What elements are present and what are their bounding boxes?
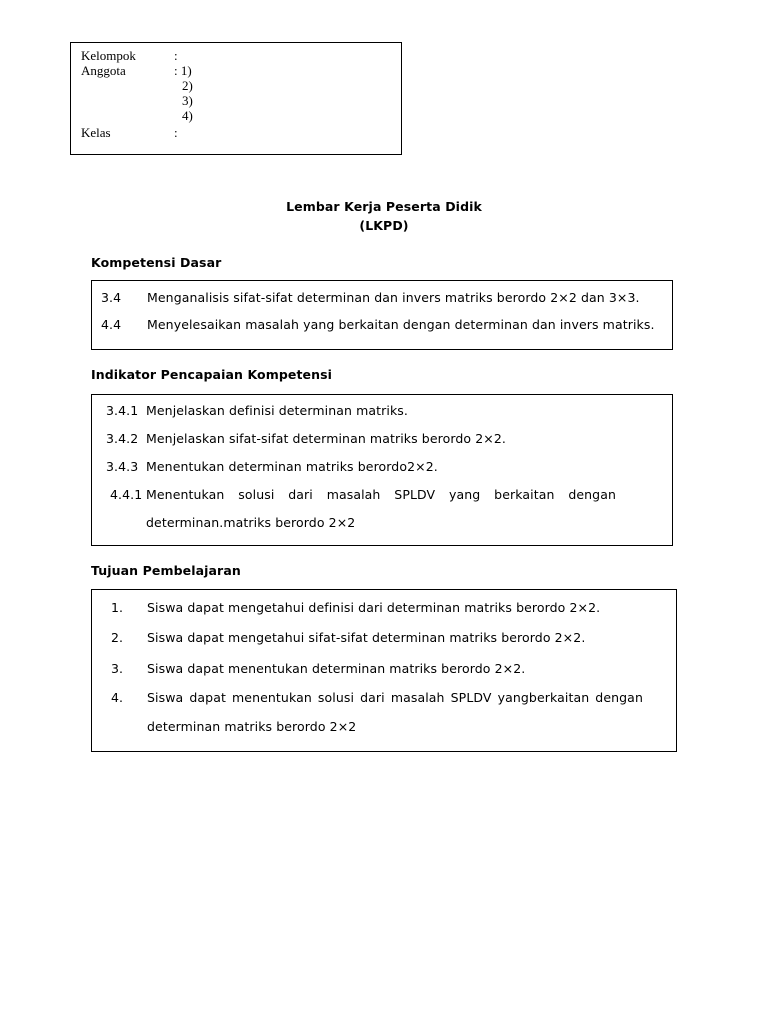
word: solusi <box>238 487 275 502</box>
anggota-item-4: 4) <box>182 108 193 123</box>
word: dengan <box>568 487 616 502</box>
tujuan-heading: Tujuan Pembelajaran <box>91 563 241 578</box>
kd-heading: Kompetensi Dasar <box>91 255 222 270</box>
word: menentukan <box>232 690 312 705</box>
page-title: Lembar Kerja Peserta Didik <box>286 199 482 214</box>
sep-kelas: : <box>174 125 178 140</box>
page-subtitle: (LKPD) <box>359 218 409 233</box>
tujuan-num: 2. <box>111 630 124 645</box>
label-anggota: Anggota <box>81 63 126 78</box>
anggota-item-3: 3) <box>182 93 193 108</box>
label-kelas: Kelas <box>81 125 111 140</box>
ipk-num: 3.4.1 <box>106 403 139 418</box>
ipk-num: 3.4.2 <box>106 431 139 446</box>
word: yang <box>449 487 481 502</box>
word: dari <box>288 487 313 502</box>
word: yangberkaitan <box>497 690 590 705</box>
ipk-text-cont: determinan.matriks berordo 2×2 <box>146 515 356 530</box>
kd-num: 3.4 <box>101 290 122 305</box>
ipk-num: 3.4.3 <box>106 459 139 474</box>
sep-anggota: : 1) <box>174 63 192 78</box>
ipk-text-justified <box>146 487 616 502</box>
tujuan-num: 3. <box>111 661 124 676</box>
ipk-heading: Indikator Pencapaian Kompetensi <box>91 367 333 382</box>
tujuan-num: 1. <box>111 600 124 615</box>
word: dengan <box>595 690 643 705</box>
word: masalah <box>390 690 445 705</box>
ipk-text: Menentukan determinan matriks berordo2×2. <box>146 459 438 474</box>
tujuan-text-cont: determinan matriks berordo 2×2 <box>147 719 357 734</box>
label-kelompok: Kelompok <box>81 48 136 63</box>
word: Menentukan <box>146 487 225 502</box>
word: berkaitan <box>494 487 555 502</box>
anggota-item-2: 2) <box>182 78 193 93</box>
tujuan-text: Siswa dapat mengetahui sifat-sifat determinan matriks berordo 2×2. <box>147 630 586 645</box>
word: SPLDV <box>394 487 436 502</box>
ipk-num: 4.4.1 <box>110 487 143 502</box>
tujuan-text: Siswa dapat mengetahui definisi dari determinan matriks berordo 2×2. <box>147 600 601 615</box>
tujuan-num: 4. <box>111 690 124 705</box>
tujuan-text: Siswa dapat menentukan determinan matriks berordo 2×2. <box>147 661 526 676</box>
ipk-text: Menjelaskan definisi determinan matriks. <box>146 403 408 418</box>
sep-kelompok: : <box>174 48 178 63</box>
word: dari <box>360 690 385 705</box>
word: SPLDV <box>450 690 492 705</box>
word: Siswa <box>147 690 184 705</box>
word: dapat <box>189 690 226 705</box>
kd-text: Menyelesaikan masalah yang berkaitan dengan determinan dan invers matriks. <box>147 317 655 332</box>
tujuan-text-justified <box>147 690 643 705</box>
ipk-text: Menjelaskan sifat-sifat determinan matriks berordo 2×2. <box>146 431 506 446</box>
word: solusi <box>317 690 355 705</box>
kd-num: 4.4 <box>101 317 122 332</box>
kd-text: Menganalisis sifat-sifat determinan dan invers matriks berordo 2×2 dan 3×3. <box>147 290 640 305</box>
word: masalah <box>326 487 381 502</box>
